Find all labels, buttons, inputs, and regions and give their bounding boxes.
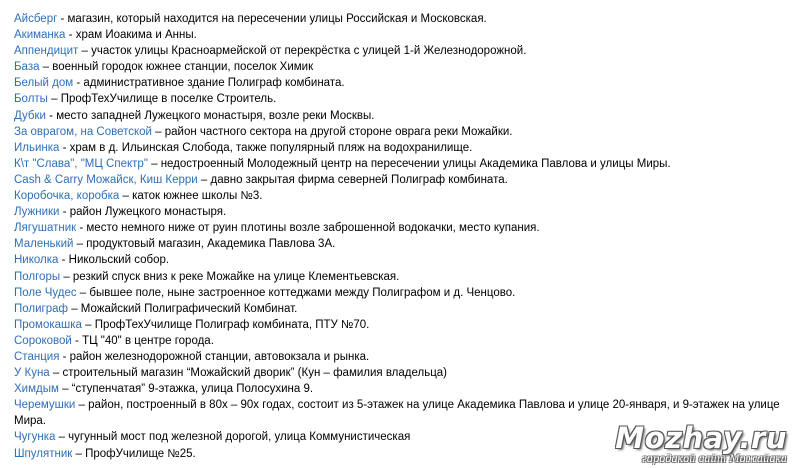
term-description: - место западней Лужецкого монастыря, возле реки Москвы.: [45, 109, 375, 122]
term-description: – военный городок южнее станции, поселок Химик: [39, 61, 314, 74]
glossary-entry: [14, 75, 789, 91]
term-link[interactable]: Полиграф: [14, 302, 68, 315]
glossary-entry: [14, 43, 789, 59]
term-link[interactable]: К\т "Слава", "МЦ Спектр": [14, 157, 148, 170]
glossary-entry: [14, 108, 789, 124]
glossary-entry: [14, 204, 789, 220]
glossary-entry: [14, 220, 789, 236]
term-description: – “ступенчатая” 9-этажка, улица Полосухина 9.: [58, 383, 314, 396]
term-description: – чугунный мост под железной дорогой, улица Коммунистическая: [55, 431, 411, 444]
term-link[interactable]: Лягушатник: [14, 222, 77, 235]
site-watermark: [615, 422, 787, 466]
watermark-logo: Mozhay.ru: [615, 421, 787, 455]
term-link[interactable]: За оврагом, на Советской: [14, 125, 152, 138]
term-link[interactable]: Черемушки: [14, 399, 76, 412]
term-description: – резкий спуск вниз к реке Можайке на улице Клементьевская.: [60, 270, 400, 283]
term-link[interactable]: Химдым: [14, 383, 59, 396]
term-description: - ТЦ "40" в центре города.: [71, 334, 214, 347]
term-link[interactable]: Ильинка: [14, 141, 60, 154]
term-description: - место немного ниже от руин плотины возле заброшенной водокачки, место купания.: [76, 222, 540, 235]
term-description: – ПрофУчилище №25.: [72, 447, 196, 460]
term-description: - Никольский собор.: [58, 254, 170, 267]
glossary-entry: [14, 156, 789, 172]
term-description: – Можайский Полиграфический Комбинат.: [68, 302, 298, 315]
term-description: - магазин, который находится на пересечении улицы Российская и Московская.: [57, 13, 487, 25]
term-description: - храм в д. Ильинская Слобода, также популярный пляж на водохранилище.: [59, 141, 473, 154]
glossary-entry: [14, 59, 789, 75]
glossary-entry: [14, 301, 789, 317]
term-description: – давно закрытая фирма северней Полиграф комбината.: [197, 173, 508, 186]
term-description: – район частного сектора на другой стороне оврага реки Можайки.: [151, 125, 513, 138]
watermark-tagline: городской сайт Можайска: [641, 454, 787, 465]
term-link[interactable]: Лужники: [14, 206, 60, 219]
term-description: - административное здание Полиграф комбината.: [73, 77, 345, 90]
term-description: – район, построенный в 80х – 90х годах, состоит из 5-этажек на улице Академика Павлова и улице 20-января, и 9-этажек на улице Мира.: [14, 399, 780, 428]
term-description: – бывшее поле, ныне застроенное коттеджами между Полиграфом и д. Ченцово.: [76, 286, 516, 299]
glossary-entry: [14, 365, 789, 381]
term-link[interactable]: База: [14, 61, 40, 74]
glossary-entry: [14, 172, 789, 188]
glossary-entry: [14, 140, 789, 156]
term-link[interactable]: Шпулятник: [14, 447, 73, 460]
term-link[interactable]: Дубки: [14, 109, 46, 122]
term-link[interactable]: Чугунка: [14, 431, 56, 444]
glossary-entry: [14, 349, 789, 365]
term-link[interactable]: Коробочка, коробка: [14, 190, 120, 203]
term-description: - район Лужецкого монастыря.: [59, 206, 227, 219]
term-link[interactable]: Поле Чудес: [14, 286, 77, 299]
glossary-entry: [14, 188, 789, 204]
glossary-entry: [14, 11, 789, 27]
term-link[interactable]: Аппендицит: [14, 45, 79, 58]
term-link[interactable]: Промокашка: [14, 318, 82, 331]
glossary-entry: [14, 269, 789, 285]
term-link[interactable]: Болты: [14, 93, 48, 106]
term-description: – ПрофТехУчилище в поселке Строитель.: [47, 93, 277, 106]
term-description: – недостроенный Молодежный центр на пересечении улицы Академика Павлова и улицы Миры.: [147, 157, 671, 170]
glossary-entry: [14, 285, 789, 301]
term-description: – строительный магазин “Можайский дворик” (Кун – фамилия владельца): [49, 367, 448, 380]
term-link[interactable]: Айсберг: [14, 13, 58, 25]
glossary-entry: [14, 27, 789, 43]
glossary-entry: [14, 381, 789, 397]
term-link[interactable]: Сороковой: [14, 334, 72, 347]
term-link[interactable]: Белый дом: [14, 77, 74, 90]
term-description: – участок улицы Красноармейской от перекрёстка с улицей 1-й Железнодорожной.: [78, 45, 527, 58]
term-description: - храм Иоакима и Анны.: [65, 29, 197, 42]
term-link[interactable]: Николка: [14, 254, 59, 267]
term-link[interactable]: У Куна: [14, 367, 50, 380]
term-link[interactable]: Акиманка: [14, 29, 66, 42]
glossary-entry: [14, 236, 789, 252]
term-link[interactable]: Станция: [14, 350, 60, 363]
term-link[interactable]: Маленький: [14, 238, 74, 251]
glossary-entry: [14, 91, 789, 107]
glossary-list: [14, 11, 789, 462]
term-description: – продуктовый магазин, Академика Павлова 3А.: [73, 238, 336, 251]
glossary-entry: [14, 124, 789, 140]
glossary-entry: [14, 333, 789, 349]
glossary-entry: [14, 252, 789, 268]
term-description: – ПрофТехУчилище Полиграф комбината, ПТУ №70.: [81, 318, 370, 331]
term-description: – каток южнее школы №3.: [119, 190, 263, 203]
term-description: - район железнодорожной станции, автовокзала и рынка.: [59, 350, 370, 363]
term-link[interactable]: Cash & Carry Можайск, Киш Керри: [14, 173, 198, 186]
term-link[interactable]: Полгоры: [14, 270, 61, 283]
glossary-entry: [14, 317, 789, 333]
